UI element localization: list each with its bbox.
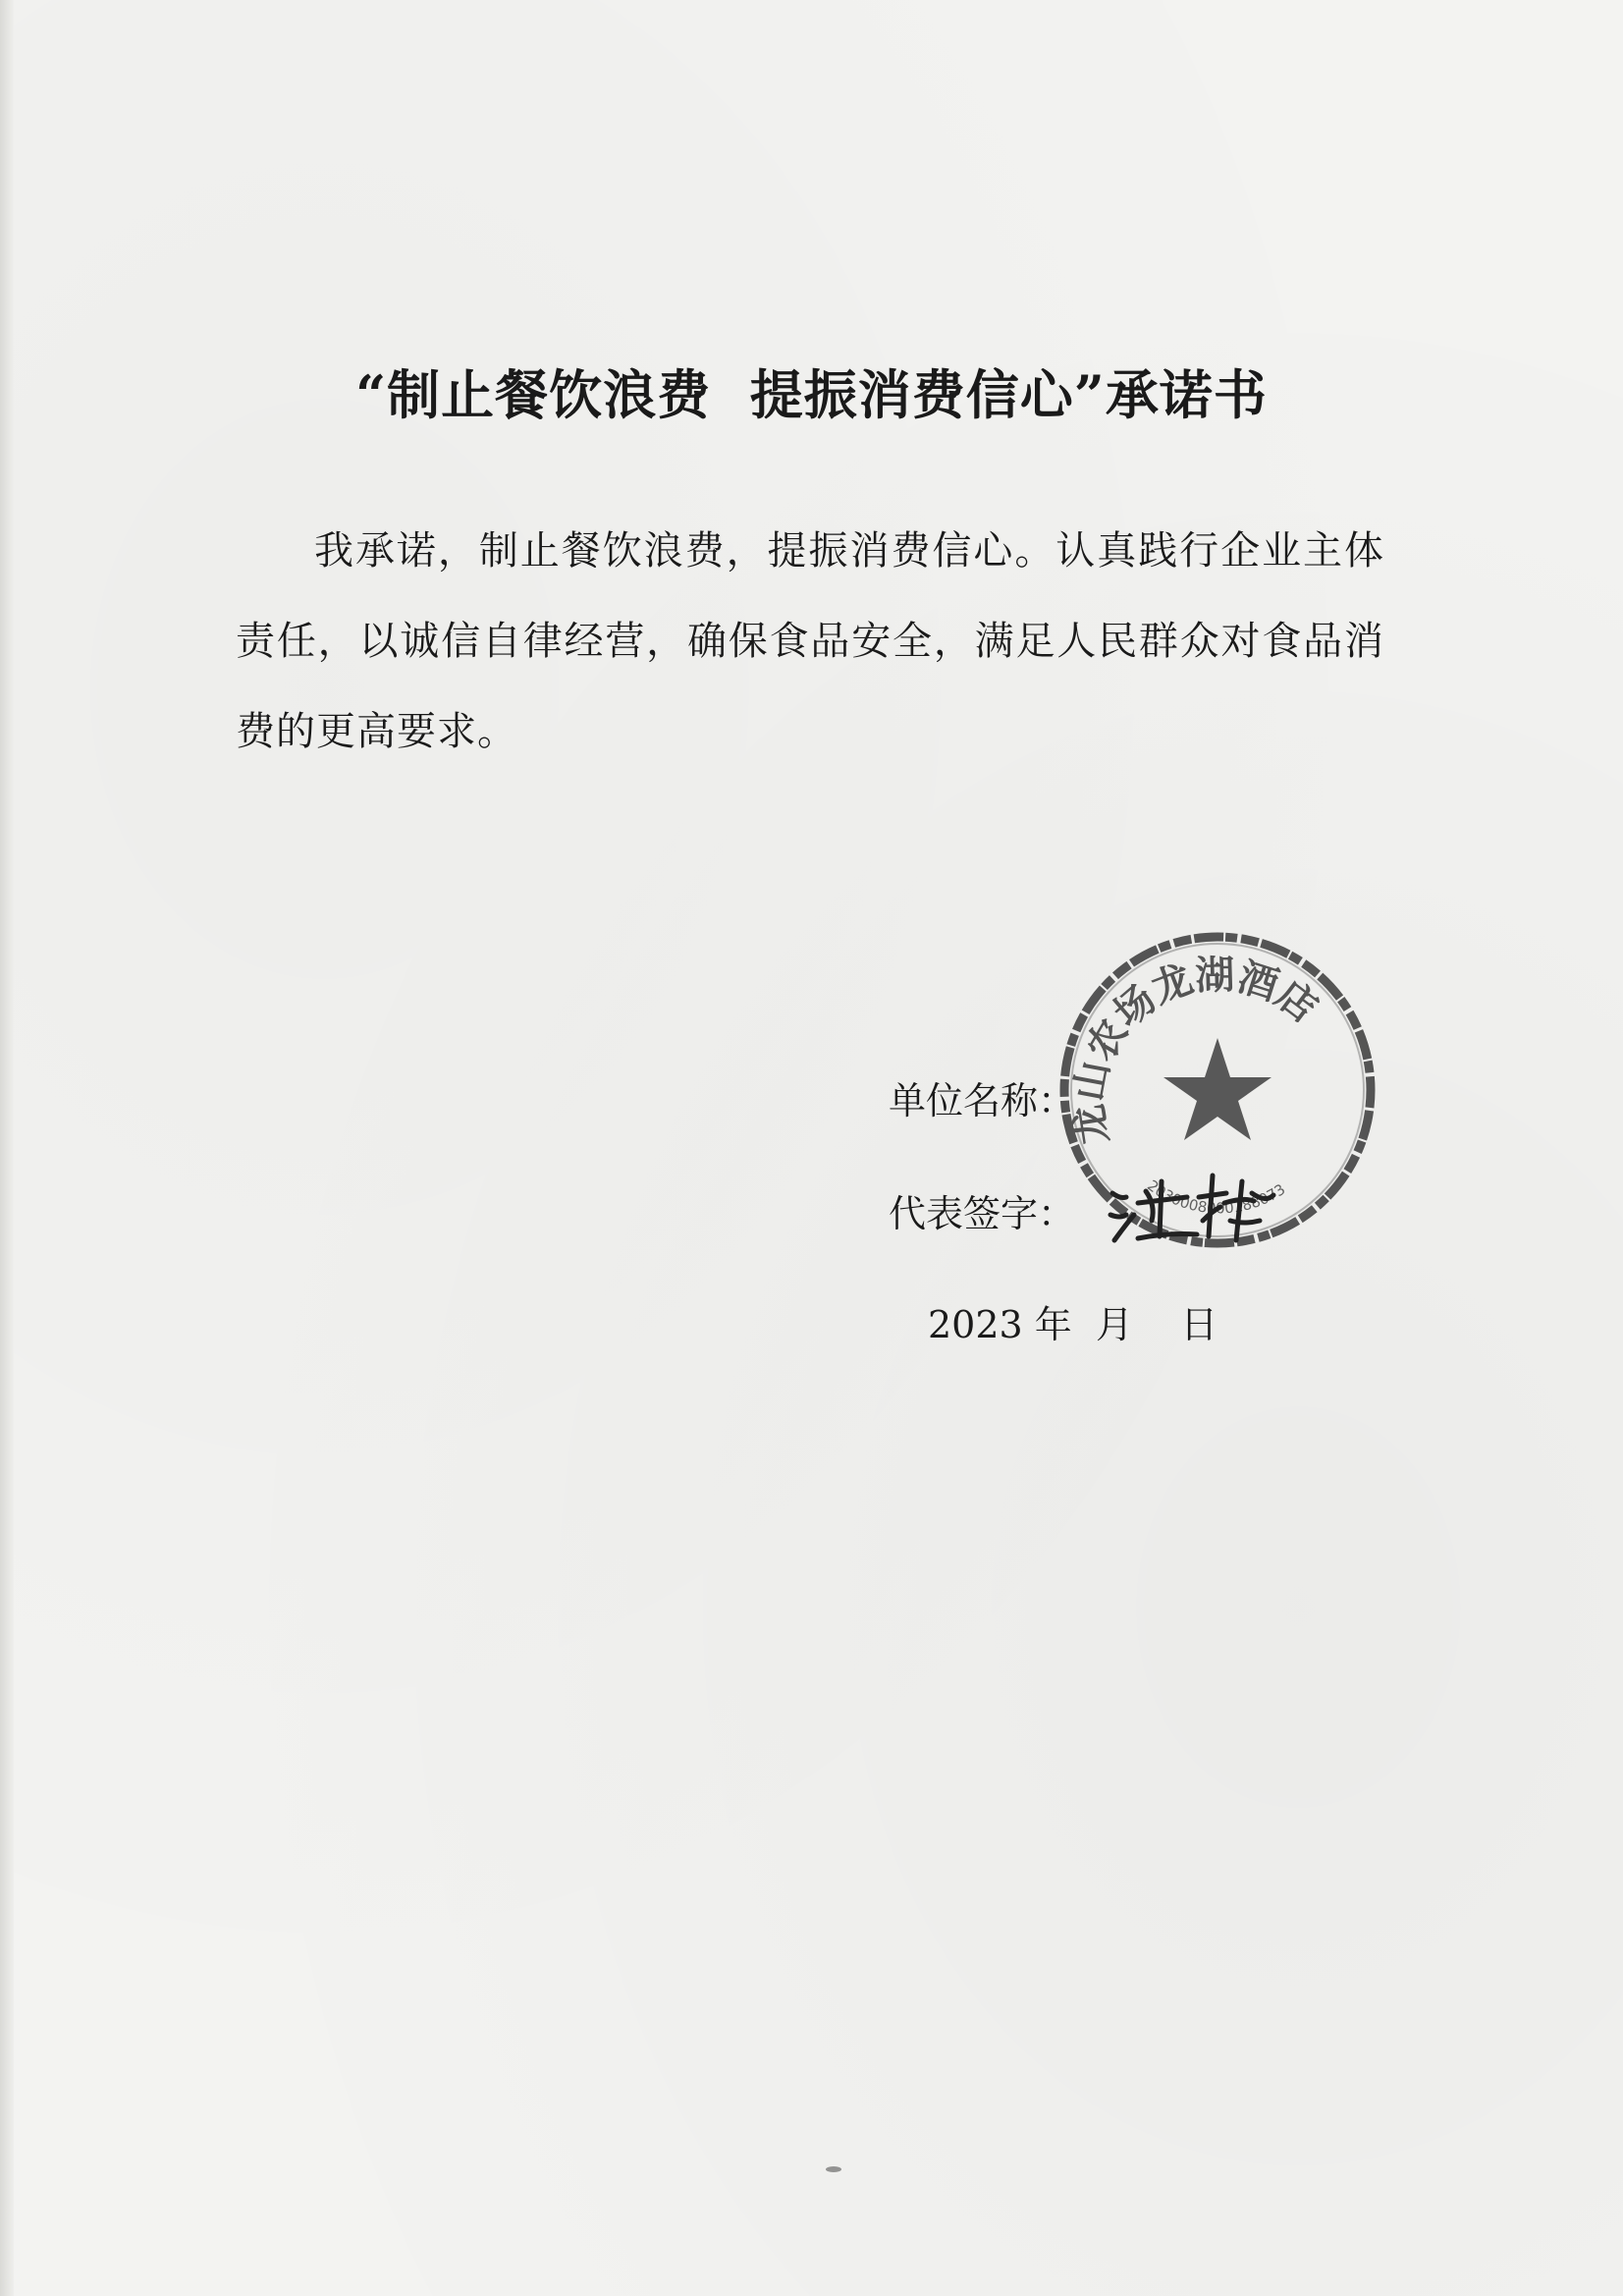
document-title: “制止餐饮浪费 提振消费信心”承诺书	[355, 363, 1268, 426]
seal-star-icon	[1163, 1038, 1271, 1140]
signature-label: 代表签字：	[889, 1192, 1076, 1235]
seal-code-text: 2030008000188073	[1144, 1175, 1289, 1218]
scan-edge-shadow	[0, 0, 14, 2296]
unit-name-label: 单位名称：	[889, 1079, 1076, 1122]
handwritten-signature	[1105, 1164, 1289, 1252]
seal-ring-text: 龙山农场龙湖酒店	[1065, 952, 1326, 1148]
date-line: 2023 年 月 日	[928, 1303, 1218, 1346]
scan-speck	[825, 2165, 842, 2173]
pledge-body-text: 我承诺，制止餐饮浪费，提振消费信心。认真践行企业主体责任，以诚信自律经营，确保食品安全，满足人民群众对食品消费的更高要求。	[236, 528, 1384, 754]
